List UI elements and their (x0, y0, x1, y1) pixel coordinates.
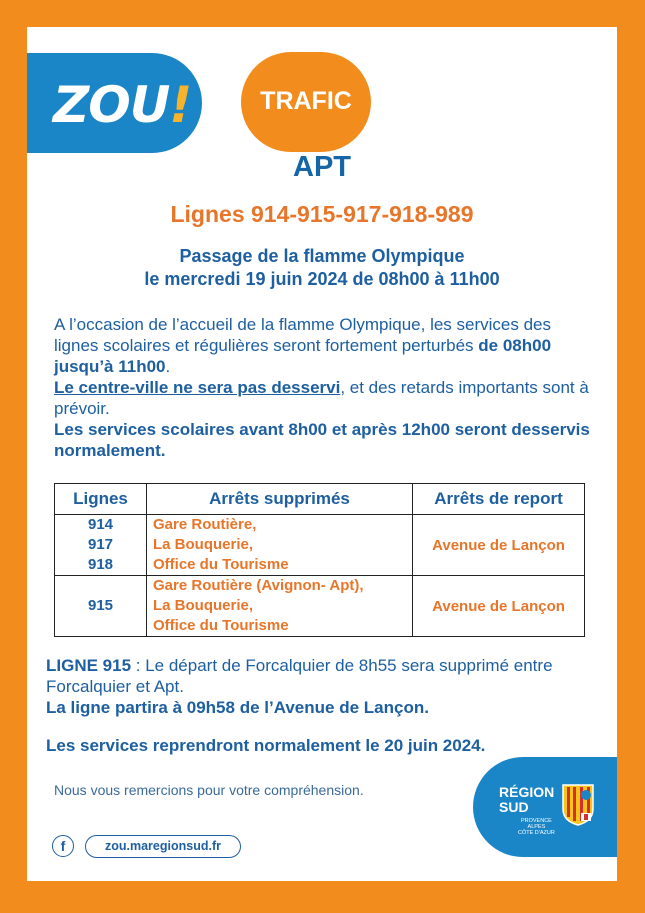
line-number: 914 (87, 516, 114, 533)
line-number: 915 (87, 597, 114, 614)
line-915-notice (46, 655, 606, 718)
facebook-icon[interactable]: f (52, 835, 74, 857)
event-heading (27, 245, 617, 291)
zou-logo-text: ZOU (53, 76, 170, 134)
intro-time: de 08h00 jusqu’à 11h00 (54, 336, 552, 376)
removed-stop: Gare Routière, (153, 516, 257, 533)
intro-end: . (165, 357, 171, 376)
notice-label: LIGNE 915 (46, 656, 132, 675)
notice-bold-line: La ligne partira à 09h58 de l’Avenue de Lançon. (46, 698, 429, 717)
notice-text: : Le départ de Forcalquier de 8h55 sera supprimé entre Forcalquier et Apt. (46, 656, 553, 696)
removed-stop: Office du Tourisme (153, 556, 289, 573)
row-removed-stops (147, 576, 413, 637)
removed-stop: Office du Tourisme (153, 617, 289, 634)
region-sud-logo (473, 757, 617, 857)
centre-warning: Le centre-ville ne sera pas desservi (54, 378, 341, 397)
region-crest-icon (561, 783, 595, 827)
trafic-badge-label: TRAFIC (260, 87, 352, 115)
line-number: 917 (87, 536, 114, 553)
header-lines: Lignes (55, 484, 147, 515)
row-removed-stops (147, 515, 413, 576)
stops-table (54, 483, 585, 637)
lines-title: Lignes 914-915-917-918-989 (170, 201, 474, 227)
event-line-1: Passage de la flamme Olympique (179, 246, 465, 266)
table-header-row (55, 484, 585, 515)
zou-logo-exclamation: ! (169, 76, 192, 134)
removed-stop: La Bouquerie, (153, 536, 254, 553)
city-title: APT (293, 151, 351, 183)
table-row (55, 576, 585, 637)
intro-text: A l’occasion de l’accueil de la flamme Olympique, les services des lignes scolaires et régulières seront fortement perturbés (54, 315, 552, 355)
table-row (55, 515, 585, 576)
event-line-2: le mercredi 19 juin 2024 de 08h00 à 11h00 (144, 269, 500, 289)
row-replacement-stop: Avenue de Lançon (413, 515, 585, 576)
region-subtitle: PROVENCE ALPES CÔTE D'AZUR (518, 818, 555, 836)
region-name: RÉGION SUD (499, 784, 555, 815)
header-replacement-stops: Arrêts de report (413, 484, 585, 515)
row-lines (55, 576, 147, 637)
centre-rest: , et des retards importants sont à prévoir. (54, 378, 589, 418)
line-number: 918 (87, 556, 114, 573)
school-services-note: Les services scolaires avant 8h00 et après 12h00 seront desservis normalement. (54, 420, 590, 460)
website-link[interactable]: zou.maregionsud.fr (85, 835, 241, 858)
thanks-note: Nous vous remercions pour votre compréhension. (54, 782, 364, 798)
disruption-text (54, 314, 594, 461)
removed-stop: Gare Routière (Avignon- Apt), (153, 577, 364, 594)
header-removed-stops: Arrêts supprimés (147, 484, 413, 515)
zou-logo (27, 53, 202, 153)
resume-note: Les services reprendront normalement le 20 juin 2024. (46, 736, 486, 755)
row-replacement-stop: Avenue de Lançon (413, 576, 585, 637)
trafic-badge (241, 52, 371, 152)
removed-stop: La Bouquerie, (153, 597, 254, 614)
notice-sheet (27, 27, 617, 881)
row-lines (55, 515, 147, 576)
